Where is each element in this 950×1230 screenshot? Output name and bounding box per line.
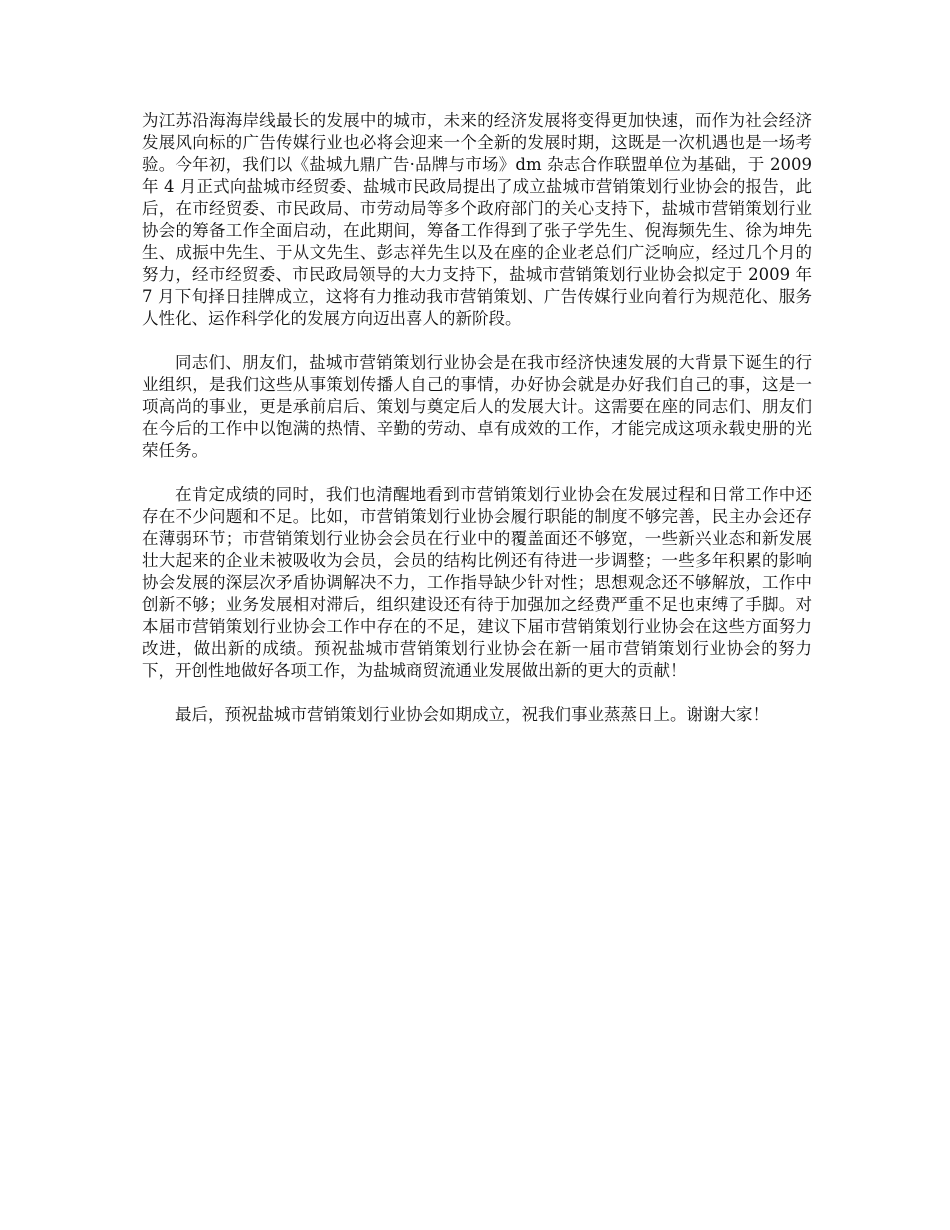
paragraph-3: 在肯定成绩的同时，我们也清醒地看到市营销策划行业协会在发展过程和日常工作中还存在不少问题和不足。比如，市营销策划行业协会履行职能的制度不够完善，民主办会还存在薄弱环节；市营销策划行业协会会员在行业中的覆盖面还不够宽，一些新兴业态和新发展壮大起来的企业未被吸收为会员，会员的结构比例还有待进一步调整；一些多年积累的影响协会发展的深层次矛盾协调解决不力，工作指导缺少针对性；思想观念还不够解放，工作中创新不够；业务发展相对滞后，组织建设还有待于加强加之经费严重不足也束缚了手脚。对本届市营销策划行业协会工作中存在的不足，建议下届市营销策划行业协会在这些方面努力改进，做出新的成绩。预祝盐城市营销策划行业协会在新一届市营销策划行业协会的努力下，开创性地做好各项工作，为盐城商贸流通业发展做出新的更大的贡献！ xyxy=(142,485,812,680)
paragraph-1: 为江苏沿海海岸线最长的发展中的城市，未来的经济发展将变得更加快速，而作为社会经济发展风向标的广告传媒行业也必将会迎来一个全新的发展时期，这既是一次机遇也是一场考验。今年初，我们以《盐城九鼎广告·品牌与市场》dm 杂志合作联盟单位为基础，于 2009 年 4 月正式向盐城市经贸委、盐城市民政局提出了成立盐城市营销策划行业协会的报告，此后，在市经贸委、市民政局、市劳动局等多个政府部门的关心支持下，盐城市营销策划行业协会的筹备工作全面启动，在此期间，筹备工作得到了张子学先生、倪海频先生、徐为坤先生、成振中先生、于从文先生、彭志祥先生以及在座的企业老总们广泛响应，经过几个月的努力，经市经贸委、市民政局领导的大力支持下，盐城市营销策划行业协会拟定于 2009 年 7 月下旬择日挂牌成立，这将有力推动我市营销策划、广告传媒行业向着行为规范化、服务人性化、运作科学化的发展方向迈出喜人的新阶段。 xyxy=(142,111,812,328)
paragraph-4: 最后，预祝盐城市营销策划行业协会如期成立，祝我们事业蒸蒸日上。谢谢大家！ xyxy=(175,705,769,724)
document-body xyxy=(142,110,812,748)
paragraph-2: 同志们、朋友们，盐城市营销策划行业协会是在我市经济快速发展的大背景下诞生的行业组织，是我们这些从事策划传播人自己的事情，办好协会就是办好我们自己的事，这是一项高尚的事业，更是承前启后、策划与奠定后人的发展大计。这需要在座的同志们、朋友们在今后的工作中以饱满的热情、辛勤的劳动、卓有成效的工作，才能完成这项永载史册的光荣任务。 xyxy=(142,353,812,460)
